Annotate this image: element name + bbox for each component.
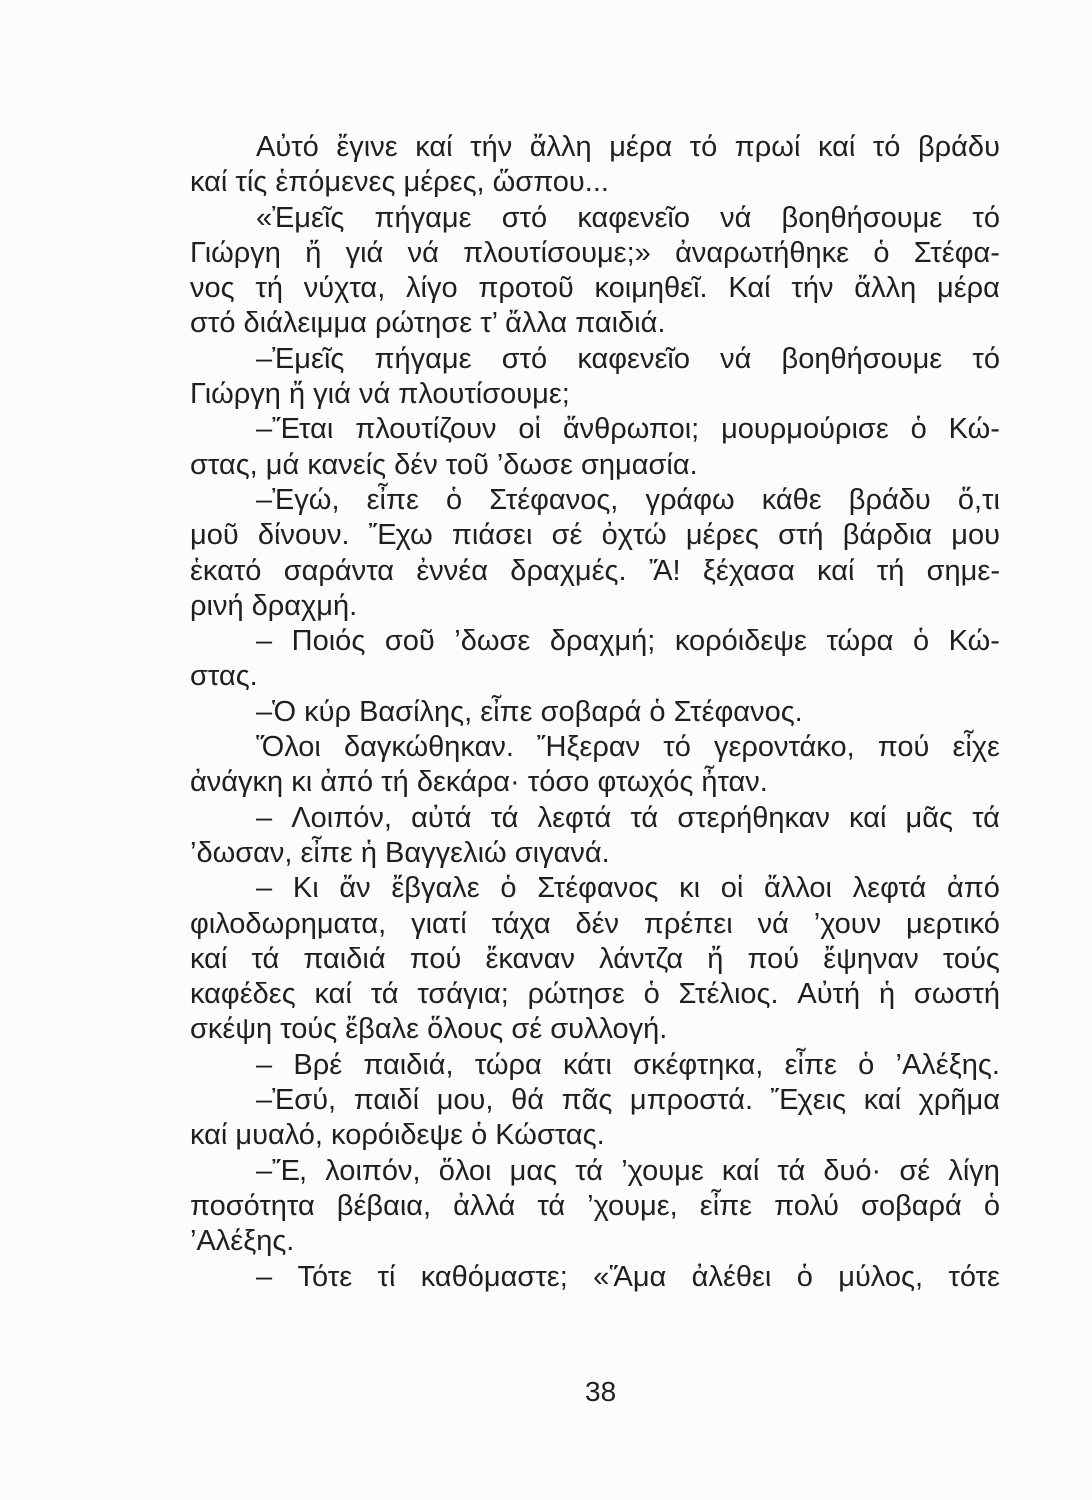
- word: αὐτά: [411, 801, 472, 834]
- word: ὀχτώ: [601, 519, 667, 552]
- word: ὁ: [858, 1048, 875, 1081]
- word: ὁ: [983, 1189, 1000, 1222]
- word: πρέπει: [643, 907, 733, 940]
- word: μουρμούρισε: [721, 413, 889, 446]
- text-line: [190, 412, 1000, 447]
- word: Λοιπόν,: [291, 801, 392, 834]
- word: δυό·: [823, 1154, 882, 1187]
- word: ἔβγαλε: [391, 872, 480, 905]
- word: εἶπε: [366, 483, 419, 516]
- word: τά: [972, 801, 1000, 834]
- word: βοηθήσουμε: [781, 342, 943, 375]
- word: Τότε: [297, 1260, 353, 1293]
- word: καί: [721, 1154, 760, 1187]
- word: καί: [863, 1084, 902, 1117]
- word: ὁ: [910, 413, 927, 446]
- word: «Ἅμα: [593, 1260, 667, 1293]
- text-line: [190, 518, 1000, 553]
- word: καί: [415, 131, 453, 163]
- word: τούς: [942, 942, 1000, 975]
- text-line: [190, 907, 1000, 942]
- word: ὁ: [445, 483, 463, 516]
- word: τσάγια;: [417, 978, 509, 1011]
- word: φιλοδωρηματα,: [190, 907, 387, 940]
- word: ἄλλη: [854, 272, 917, 305]
- word: ἡ: [878, 978, 896, 1011]
- word: μᾶς: [905, 801, 953, 834]
- text-line: [190, 942, 1000, 977]
- word: βράδυ: [917, 131, 1000, 163]
- word: –: [256, 801, 273, 834]
- word: λάντζα: [599, 942, 684, 975]
- word: ποσότητα: [190, 1189, 315, 1222]
- word: ἤ: [305, 236, 322, 269]
- word: οἱ: [720, 872, 744, 905]
- word: μέρα: [937, 272, 1000, 305]
- word: πού: [747, 942, 800, 975]
- word: πλουτίζουν: [355, 413, 497, 446]
- word: παιδιά: [303, 942, 386, 975]
- word: ὁ: [912, 625, 930, 658]
- page-number: 38: [585, 1376, 617, 1407]
- word: στό: [501, 342, 548, 375]
- text-line: ρινή δραχμή.: [190, 589, 358, 622]
- word: βάρδια: [842, 519, 933, 552]
- text-line: [190, 1083, 1000, 1118]
- word: τό: [689, 131, 718, 163]
- word: λοιπόν,: [325, 1154, 421, 1187]
- word: πού: [877, 731, 930, 764]
- word: μου,: [436, 1084, 494, 1117]
- word: πιάσει: [451, 519, 533, 552]
- word: –Ἐγώ,: [256, 483, 340, 516]
- word: Αὐτό: [256, 131, 319, 163]
- word: νος: [190, 272, 235, 305]
- word: Γιώργη: [190, 236, 281, 269]
- word: οἱ: [518, 413, 541, 446]
- word: λεφτά: [852, 872, 927, 905]
- word: πού: [409, 942, 462, 975]
- word: τά: [537, 1189, 566, 1222]
- word: Βρέ: [293, 1048, 343, 1081]
- text-line: καί μυαλό, κορόιδεψε ὁ Κώστας.: [190, 1119, 605, 1152]
- text-line: –Ὁ κύρ Βασίλης, εἶπε σοβαρά ὁ Στέφανος.: [256, 695, 803, 728]
- word: σημε-: [926, 554, 1000, 587]
- word: τό: [972, 201, 1000, 234]
- word: σωστή: [913, 978, 1000, 1011]
- word: τό: [872, 131, 901, 163]
- word: Καί: [728, 272, 771, 305]
- text-line: [190, 236, 1000, 271]
- word: πλουτίσουμε;»: [463, 236, 651, 269]
- word: λίγο: [406, 272, 458, 305]
- word: Ἔχεις: [770, 1084, 847, 1117]
- word: καφέδες: [190, 978, 296, 1011]
- word: ξέχασα: [702, 554, 795, 587]
- word: ’δωσε: [454, 625, 531, 658]
- word: ἑκατό: [190, 554, 262, 587]
- word: ἐννέα: [416, 554, 488, 587]
- word: Κώ-: [948, 413, 1000, 446]
- word: σαράντα: [283, 554, 395, 587]
- word: ’χουμε: [621, 1154, 704, 1187]
- word: καθόμαστε;: [420, 1260, 568, 1293]
- word: μύλος,: [838, 1260, 924, 1293]
- text-line: ’Αλέξης.: [190, 1225, 295, 1258]
- word: Κι: [292, 872, 319, 905]
- text-line: [190, 130, 1000, 165]
- word: ’χουμε,: [587, 1189, 678, 1222]
- word: καφενεῖο: [577, 342, 690, 375]
- word: τά: [575, 1154, 604, 1187]
- word: ὅ,τι: [957, 483, 1000, 516]
- word: Στέφα-: [913, 236, 1000, 269]
- word: κι: [679, 872, 701, 905]
- word: νύχτα,: [303, 272, 386, 305]
- word: σοβαρά: [861, 1189, 962, 1222]
- word: ὁ: [796, 1260, 813, 1293]
- word: ἄλλη: [529, 131, 592, 163]
- word: τώρα: [474, 1048, 542, 1081]
- word: –Ἐσύ,: [256, 1084, 337, 1117]
- word: ἄλλοι: [764, 872, 832, 905]
- text-line: [190, 730, 1000, 765]
- word: στό: [501, 201, 548, 234]
- word: γιατί: [411, 907, 467, 940]
- text-line: [190, 801, 1000, 836]
- word: καφενεῖο: [577, 201, 690, 234]
- word: γιά: [345, 236, 384, 269]
- word: ἀλλά: [453, 1189, 516, 1222]
- word: στερήθηκαν: [677, 801, 830, 834]
- word: καί: [817, 131, 856, 163]
- word: –: [256, 625, 273, 658]
- word: Στέφανος,: [489, 483, 619, 516]
- word: βέβαια,: [336, 1189, 432, 1222]
- word: παιδί: [353, 1084, 420, 1117]
- word: ἄνθρωποι;: [562, 413, 700, 446]
- text-line: ’δωσαν, εἶπε ἡ Βαγγελιώ σιγανά.: [190, 836, 610, 869]
- text-line: [190, 554, 1000, 589]
- word: Ὅλοι: [256, 731, 321, 764]
- word: τί: [377, 1260, 396, 1293]
- word: νά: [407, 236, 439, 269]
- word: –: [256, 1260, 273, 1293]
- word: μέρες: [685, 519, 759, 552]
- word: νά: [720, 201, 752, 234]
- word: ’χουν: [813, 907, 882, 940]
- text-line: [190, 342, 1000, 377]
- word: τάχα: [491, 907, 551, 940]
- word: ’Αλέξης.: [895, 1048, 1000, 1081]
- word: σοῦ: [384, 625, 435, 658]
- word: μπροστά.: [629, 1084, 754, 1117]
- word: τά: [251, 942, 280, 975]
- text-line: ἀνάγκη κι ἀπό τή δεκάρα· τόσο φτωχός ἦταν.: [190, 766, 768, 799]
- text-line: [190, 624, 1000, 659]
- word: Ἤξεραν: [537, 731, 641, 764]
- word: καί: [190, 942, 228, 975]
- text-line: [190, 1154, 1000, 1189]
- word: ἔψηναν: [823, 942, 919, 975]
- word: Κώ-: [948, 625, 1000, 658]
- word: ὁ: [873, 236, 890, 269]
- word: καί: [314, 978, 352, 1011]
- word: Αὐτή: [797, 978, 861, 1011]
- word: μου: [951, 519, 1000, 552]
- word: καί: [817, 554, 855, 587]
- word: τά: [490, 801, 519, 834]
- word: κάτι: [563, 1048, 612, 1081]
- word: λεφτά: [537, 801, 612, 834]
- word: πολύ: [774, 1189, 839, 1222]
- word: –Ἔ,: [256, 1154, 308, 1187]
- word: παιδιά,: [363, 1048, 454, 1081]
- text-line: [190, 977, 1000, 1012]
- word: στή: [778, 519, 824, 552]
- page-body-text: [190, 130, 1000, 1295]
- word: «Ἐμεῖς: [256, 201, 345, 234]
- word: Στέλιος.: [678, 978, 779, 1011]
- word: ἔγινε: [336, 131, 398, 163]
- text-line: [190, 483, 1000, 518]
- word: νά: [720, 342, 752, 375]
- word: τή: [876, 554, 905, 587]
- word: ἀναρωτήθηκε: [675, 236, 850, 269]
- word: Στέφανος: [537, 872, 659, 905]
- word: ὁ: [500, 872, 517, 905]
- word: κοιμηθεῖ.: [594, 272, 708, 305]
- word: σέ: [551, 519, 583, 552]
- word: τήν: [791, 272, 834, 305]
- text-line: σκέψη τούς ἔβαλε ὅλους σέ συλλογή.: [190, 1013, 668, 1046]
- word: προτοῦ: [478, 272, 574, 305]
- word: γεροντάκο,: [713, 731, 855, 764]
- word: νά: [757, 907, 789, 940]
- text-line: [190, 201, 1000, 236]
- word: τότε: [948, 1260, 1000, 1293]
- word: ἔκαναν: [485, 942, 576, 975]
- word: ρώτησε: [527, 978, 625, 1011]
- word: τά: [630, 801, 659, 834]
- word: τό: [972, 342, 1000, 375]
- word: εἶχε: [952, 731, 1000, 764]
- word: βράδυ: [848, 483, 931, 516]
- word: τά: [777, 1154, 806, 1187]
- word: πήγαμε: [374, 201, 472, 234]
- word: εἶπε: [784, 1048, 837, 1081]
- word: καί: [849, 801, 887, 834]
- word: ἀπό: [947, 872, 1000, 905]
- word: θά: [511, 1084, 544, 1117]
- word: ἤ: [707, 942, 724, 975]
- word: λίγη: [948, 1154, 1000, 1187]
- word: μας: [509, 1154, 558, 1187]
- word: εἶπε: [699, 1189, 753, 1222]
- word: δαγκώθηκαν.: [343, 731, 514, 764]
- word: Ἔχω: [368, 519, 433, 552]
- text-line: [190, 1189, 1000, 1224]
- word: μοῦ: [190, 519, 239, 552]
- text-line: στό διάλειμμα ρώτησε τ’ ἄλλα παιδιά.: [190, 307, 666, 340]
- word: τή: [255, 272, 283, 305]
- word: τώρα: [826, 625, 894, 658]
- word: τό: [663, 731, 691, 764]
- word: ἄν: [339, 872, 371, 905]
- word: –: [256, 1048, 273, 1081]
- word: τήν: [470, 131, 513, 163]
- text-line: στας.: [190, 660, 258, 693]
- text-line: [190, 871, 1000, 906]
- word: σκέφτηκα,: [633, 1048, 764, 1081]
- word: χρῆμα: [918, 1084, 1000, 1117]
- word: –Ἔται: [256, 413, 334, 446]
- text-line: στας, μά κανείς δέν τοῦ ’δωσε σημασία.: [190, 448, 698, 481]
- word: δραχμή;: [549, 625, 656, 658]
- text-line: [190, 1048, 1000, 1083]
- word: πᾶς: [561, 1084, 613, 1117]
- word: σέ: [899, 1154, 931, 1187]
- word: –: [256, 872, 273, 905]
- word: μέρα: [609, 131, 673, 163]
- word: κάθε: [761, 483, 822, 516]
- word: τά: [370, 978, 399, 1011]
- word: Ποιός: [291, 625, 366, 658]
- word: βοηθήσουμε: [781, 201, 943, 234]
- text-line: [190, 271, 1000, 306]
- text-line: Γιώργη ἤ γιά νά πλουτίσουμε;: [190, 378, 570, 411]
- word: πήγαμε: [374, 342, 472, 375]
- word: γράφω: [645, 483, 735, 516]
- word: ὅλοι: [438, 1154, 492, 1187]
- text-line: καί τίς ἑπόμενες μέρες, ὥσπου...: [190, 166, 609, 199]
- word: δέν: [575, 907, 620, 940]
- word: –Ἐμεῖς: [256, 342, 345, 375]
- word: δίνουν.: [257, 519, 350, 552]
- word: μερτικό: [906, 907, 1000, 940]
- word: ἀλέθει: [691, 1260, 772, 1293]
- word: κορόιδεψε: [674, 625, 807, 658]
- word: Ἄ!: [648, 554, 681, 587]
- text-line: [190, 1260, 1000, 1295]
- word: δραχμές.: [510, 554, 627, 587]
- word: ὁ: [643, 978, 660, 1011]
- word: πρωί: [734, 131, 801, 163]
